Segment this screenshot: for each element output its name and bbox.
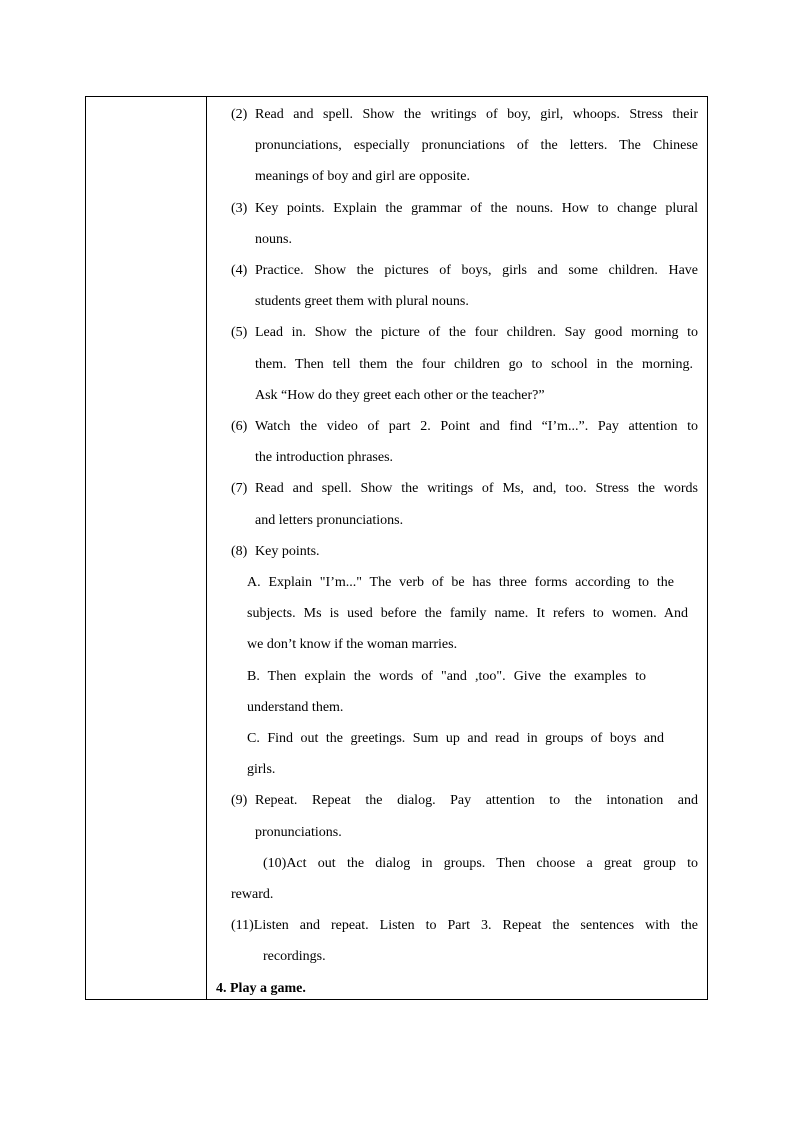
step-line: Read and spell. Show the writings of boy, girl, whoops. Stress their (255, 107, 698, 122)
step-line: Repeat. Repeat the dialog. Pay attention to the intonation and (255, 793, 698, 808)
table-right-column (208, 97, 707, 999)
lesson-table (85, 96, 708, 1000)
step-line: meanings of boy and girl are opposite. (255, 169, 471, 184)
sub-point-c-line: girls. (247, 762, 276, 777)
step-line: Key points. (255, 544, 320, 559)
step-number: (6) (231, 419, 248, 434)
step-line: (11)Listen and repeat. Listen to Part 3. Repeat the sentences with the (231, 918, 698, 933)
step-line: Practice. Show the pictures of boys, girls and some children. Have (255, 263, 698, 278)
step-number: (3) (231, 201, 248, 216)
sub-point-b-line: understand them. (247, 700, 344, 715)
step-number: (7) (231, 481, 248, 496)
step-line: (10)Act out the dialog in groups. Then choose a great group to (263, 856, 698, 871)
step-line: Read and spell. Show the writings of Ms, and, too. Stress the words (255, 481, 698, 496)
step-line: recordings. (263, 949, 326, 964)
sub-point-c-line: C. Find out the greetings. Sum up and read in groups of boys and (247, 731, 664, 746)
step-line: students greet them with plural nouns. (255, 294, 469, 309)
step-number: (5) (231, 325, 248, 340)
step-line: nouns. (255, 232, 292, 247)
sub-point-a-line: we don’t know if the woman marries. (247, 637, 458, 652)
step-line: Key points. Explain the grammar of the nouns. How to change plural (255, 201, 698, 216)
step-line: the introduction phrases. (255, 450, 394, 465)
sub-point-a-line: subjects. Ms is used before the family name. It refers to women. And (247, 606, 688, 621)
sub-point-a-line: A. Explain "I’m..." The verb of be has three forms according to the (247, 575, 674, 590)
sub-point-b-line: B. Then explain the words of "and ,too". Give the examples to (247, 669, 646, 684)
step-number: (8) (231, 544, 248, 559)
step-number: (2) (231, 107, 248, 122)
step-line: pronunciations. (255, 825, 342, 840)
step-line: Ask “How do they greet each other or the teacher?” (255, 388, 545, 403)
step-number: (9) (231, 793, 248, 808)
step-line: pronunciations, especially pronunciations of the letters. The Chinese (255, 138, 698, 153)
step-number: (4) (231, 263, 248, 278)
step-line: Lead in. Show the picture of the four children. Say good morning to (255, 325, 698, 340)
step-line: them. Then tell them the four children go to school in the morning. (255, 357, 693, 372)
step-line: and letters pronunciations. (255, 513, 404, 528)
step-line: reward. (231, 887, 274, 902)
step-line: Watch the video of part 2. Point and find “I’m...”. Pay attention to (255, 419, 698, 434)
table-left-column (86, 97, 207, 999)
section-heading: 4. Play a game. (216, 981, 306, 996)
